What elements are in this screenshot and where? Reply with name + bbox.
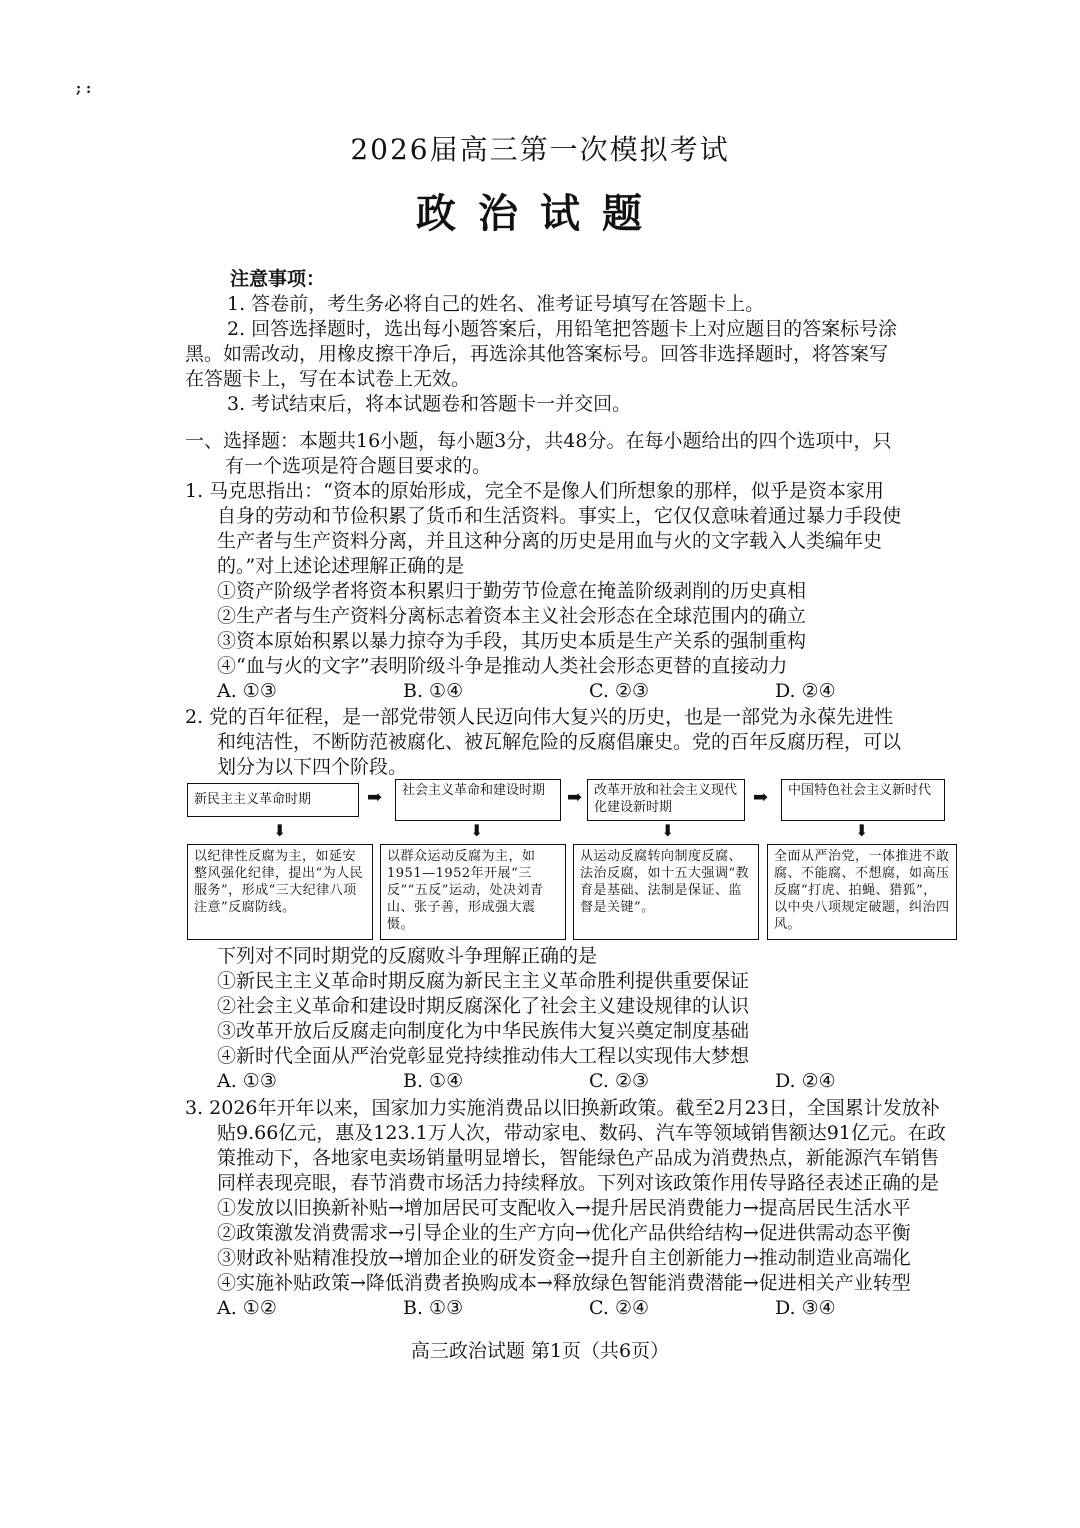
- question-line: 2. 党的百年征程，是一部党带领人民迈向伟大复兴的历史，也是一部党为永葆先进性: [185, 706, 894, 728]
- statement: ①发放以旧换新补贴→增加居民可支配收入→提升居民消费能力→提高居民生活水平: [217, 1197, 911, 1219]
- statement: ①新民主主义革命时期反腐为新民主主义革命胜利提供重要保证: [217, 970, 750, 992]
- option-c[interactable]: C. ②④: [589, 1297, 650, 1319]
- option-b[interactable]: B. ①④: [403, 680, 464, 702]
- note-item: 1. 答卷前，考生务必将自己的姓名、准考证号填写在答题卡上。: [227, 293, 765, 315]
- stage-box: 改革开放和社会主义现代化建设新时期: [587, 779, 745, 821]
- stage-description: 全面从严治党，一体推进不敢腐、不能腐、不想腐，如高压反腐“打虎、拍蝇、猎狐”，以中央八项规定破题，纠治四风。: [767, 844, 957, 940]
- notes-list: [185, 292, 897, 417]
- section-line: 有一个选项是符合题目要求的。: [225, 455, 492, 477]
- exam-title: 2026届高三第一次模拟考试: [350, 133, 730, 166]
- question-line: 划分为以下四个阶段。: [217, 756, 408, 778]
- answer-options: [185, 1069, 961, 1094]
- notes-heading: 注意事项：: [230, 268, 326, 290]
- answer-options: [185, 1296, 961, 1321]
- down-arrow-icon: ⬇: [273, 821, 287, 840]
- question-2: [185, 705, 901, 780]
- stage-description: 以纪律性反腐为主，如延安整风强化纪律，提出“为人民服务”，形成“三大纪律八项注意”反腐防线。: [187, 844, 373, 940]
- question-line: 贴9.66亿元，惠及123.1万人次，带动家电、数码、汽车等领域销售额达91亿元。在政: [217, 1122, 946, 1144]
- question-line: 自身的劳动和节俭积累了货币和生活资料。事实上，它仅仅意味着通过暴力手段使: [217, 505, 902, 527]
- question-line: 生产者与生产资料分离，并且这种分离的历史是用血与火的文字载入人类编年史: [217, 530, 883, 552]
- question-stem: 下列对不同时期党的反腐败斗争理解正确的是: [217, 945, 598, 967]
- stage-description: 以群众运动反腐为主，如1951—1952年开展“三反”“五反”运动，处决刘青山、张子善，形成强大震慑。: [380, 844, 566, 940]
- question-line: 策推动下，各地家电卖场销量明显增长，智能绿色产品成为消费热点，新能源汽车销售: [217, 1147, 940, 1169]
- question-1: [185, 479, 961, 704]
- question-line: 和纯洁性，不断防范被腐化、被瓦解危险的反腐倡廉史。党的百年反腐历程，可以: [217, 731, 902, 753]
- answer-options: [185, 679, 961, 704]
- stage-description: 从运动反腐转向制度反腐、法治反腐，如十五大强调“教育是基础、法制是保证、监督是关键”。: [573, 844, 759, 940]
- option-d[interactable]: D. ②④: [775, 680, 836, 702]
- option-d[interactable]: D. ②④: [775, 1070, 836, 1092]
- statement: ②政策激发消费需求→引导企业的生产方向→优化产品供给结构→促进供需动态平衡: [217, 1222, 911, 1244]
- stage-box: 新民主主义革命时期: [187, 783, 359, 817]
- stage-box: 社会主义革命和建设时期: [395, 779, 561, 821]
- option-b[interactable]: B. ①④: [403, 1070, 464, 1092]
- option-c[interactable]: C. ②③: [589, 1070, 650, 1092]
- down-arrow-icon: ⬇: [661, 821, 675, 840]
- statement: ①资产阶级学者将资本积累归于勤劳节俭意在掩盖阶级剥削的历史真相: [217, 580, 807, 602]
- right-arrow-icon: ➡: [753, 787, 769, 808]
- question-line: 3. 2026年开年以来，国家加力实施消费品以旧换新政策。截至2月23日，全国累计发放补: [185, 1097, 940, 1119]
- question-2-body: [185, 944, 961, 1094]
- right-arrow-icon: ➡: [567, 787, 583, 808]
- option-a[interactable]: A. ①②: [217, 1297, 277, 1319]
- subject-title: 政治试题: [416, 190, 664, 237]
- statement: ②社会主义革命和建设时期反腐深化了社会主义建设规律的认识: [217, 995, 750, 1017]
- statement: ④“血与火的文字”表明阶级斗争是推动人类社会形态更替的直接动力: [217, 655, 788, 677]
- down-arrow-icon: ⬇: [470, 821, 484, 840]
- page-footer: 高三政治试题 第1页（共6页）: [410, 1340, 670, 1362]
- question-3: [185, 1096, 961, 1321]
- section-header: [185, 429, 891, 479]
- statement: ③财政补贴精准投放→增加企业的研发资金→提升自主创新能力→推动制造业高端化: [217, 1247, 911, 1269]
- statement: ②生产者与生产资料分离标志着资本主义社会形态在全球范围内的确立: [217, 605, 807, 627]
- option-b[interactable]: B. ①③: [403, 1297, 464, 1319]
- question-line: 1. 马克思指出：“资本的原始形成，完全不是像人们所想象的那样，似乎是资本家用: [185, 480, 884, 502]
- section-line: 一、选择题：本题共16小题，每小题3分，共48分。在每小题给出的四个选项中，只: [185, 430, 892, 452]
- anti-corruption-flow-diagram: [187, 779, 957, 945]
- statement: ③改革开放后反腐走向制度化为中华民族伟大复兴奠定制度基础: [217, 1020, 750, 1042]
- stage-box: 中国特色社会主义新时代: [781, 779, 945, 821]
- statement: ④实施补贴政策→降低消费者换购成本→释放绿色智能消费潜能→促进相关产业转型: [217, 1272, 911, 1294]
- margin-marks: ; :: [76, 81, 92, 97]
- question-line: 的。”对上述论述理解正确的是: [217, 555, 465, 577]
- option-a[interactable]: A. ①③: [217, 680, 277, 702]
- statement: ④新时代全面从严治党彰显党持续推动伟大工程以实现伟大梦想: [217, 1045, 750, 1067]
- option-c[interactable]: C. ②③: [589, 680, 650, 702]
- note-item: 3. 考试结束后，将本试题卷和答题卡一并交回。: [227, 393, 632, 415]
- note-item: 2. 回答选择题时，选出每小题答案后，用铅笔把答题卡上对应题目的答案标号涂: [227, 318, 898, 340]
- note-item: 在答题卡上，写在本试卷上无效。: [185, 368, 471, 390]
- question-line: 同样表现亮眼，春节消费市场活力持续释放。下列对该政策作用传导路径表述正确的是: [217, 1172, 940, 1194]
- option-d[interactable]: D. ③④: [775, 1297, 836, 1319]
- down-arrow-icon: ⬇: [855, 821, 869, 840]
- note-item: 黑。如需改动，用橡皮擦干净后，再选涂其他答案标号。回答非选择题时，将答案写: [185, 343, 889, 365]
- statement: ③资本原始积累以暴力掠夺为手段，其历史本质是生产关系的强制重构: [217, 630, 807, 652]
- option-a[interactable]: A. ①③: [217, 1070, 277, 1092]
- right-arrow-icon: ➡: [367, 787, 383, 808]
